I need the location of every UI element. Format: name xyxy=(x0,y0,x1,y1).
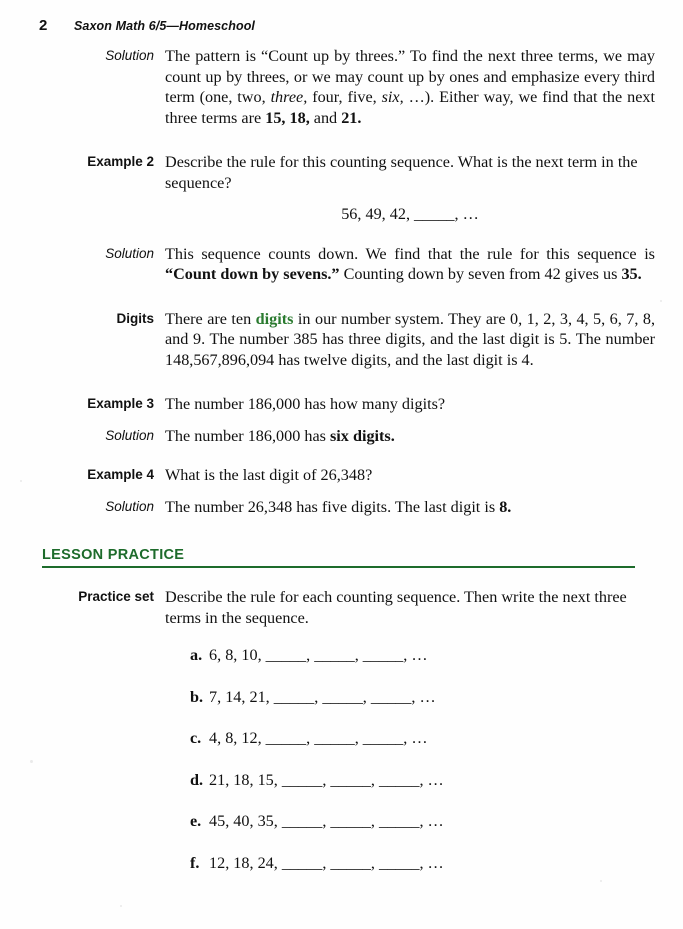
digits-text xyxy=(165,309,655,371)
example-sequence-2: 56, 49, 42, _____, … xyxy=(341,205,479,223)
practice-item-letter: f. xyxy=(190,853,200,872)
practice-item-letter: c. xyxy=(190,729,202,748)
practice-item-sequence: 4, 8, 12, _____, _____, _____, … xyxy=(209,729,428,748)
solution-text-2 xyxy=(165,244,655,285)
lesson-practice-section xyxy=(0,547,683,568)
page-content xyxy=(0,46,683,894)
solution-text-3 xyxy=(165,426,655,447)
solution-text-1-part1: The pattern is “Count up by threes.” To find the next three terms, we may count up by threes, or we may count up by ones and emphasize every third term (one, two, xyxy=(165,47,655,106)
solution-text-1-part4: and xyxy=(309,108,342,127)
running-head xyxy=(0,17,683,39)
solution-text-1 xyxy=(165,46,655,128)
solution-label-2: Solution xyxy=(105,245,154,261)
solution-text-1-part2: four, five, xyxy=(307,88,382,106)
practice-item-letter: d. xyxy=(190,770,204,789)
solution-text-2-bold2: 35. xyxy=(621,265,642,283)
example-text-3: The number 186,000 has how many digits? xyxy=(165,395,446,413)
example-block-2 xyxy=(0,152,683,225)
book-title: Saxon Math 6/5—Homeschool xyxy=(74,19,256,33)
spacer xyxy=(0,486,683,497)
practice-set-block xyxy=(0,587,683,628)
solution-text-1-bold1: 15, 18, xyxy=(265,108,310,127)
solution-block-2 xyxy=(0,244,683,285)
practice-item xyxy=(190,853,683,874)
practice-item-sequence: 21, 18, 15, _____, _____, _____, … xyxy=(209,770,444,789)
practice-item xyxy=(190,811,683,832)
practice-set-instructions: Describe the rule for each counting sequence. Then write the next three terms in the sequence. xyxy=(165,588,627,627)
vocabulary-term-digits: digits xyxy=(255,309,294,328)
practice-item-sequence: 12, 18, 24, _____, _____, _____, … xyxy=(209,853,444,872)
digits-text-part1: There are ten xyxy=(165,309,256,328)
digits-label: Digits xyxy=(116,310,154,326)
solution-text-1-italic2: six, xyxy=(381,88,404,106)
spacer xyxy=(0,568,683,587)
practice-item-letter: e. xyxy=(190,812,202,831)
example-label-4: Example 4 xyxy=(87,467,154,482)
solution-text-4 xyxy=(165,497,655,518)
scan-speck xyxy=(30,760,33,763)
practice-item xyxy=(190,645,683,666)
solution-text-1-italic1: three, xyxy=(270,88,308,106)
example-label-2: Example 2 xyxy=(87,154,154,169)
scan-speck xyxy=(600,880,602,882)
example-text-2 xyxy=(165,152,655,225)
scan-speck xyxy=(120,905,122,907)
practice-set-label: Practice set xyxy=(78,589,154,605)
solution-text-3-bold1: six digits. xyxy=(330,426,395,445)
page-number: 2 xyxy=(39,17,48,34)
scan-speck xyxy=(660,300,662,302)
practice-item-list xyxy=(0,645,683,873)
example-label-3: Example 3 xyxy=(87,396,154,411)
solution-text-1-bold2: 21. xyxy=(341,108,362,127)
practice-item xyxy=(190,728,683,749)
spacer xyxy=(0,285,683,309)
solution-text-4-part1: The number 26,348 has five digits. The last digit is xyxy=(165,497,500,516)
solution-text-3-part1: The number 186,000 has xyxy=(165,426,330,445)
digits-block xyxy=(0,309,683,371)
solution-text-1-part3: …). Either way, we find that the next three terms are xyxy=(165,88,655,127)
solution-label-4: Solution xyxy=(105,498,154,514)
solution-text-2-bold1: “Count down by sevens.” xyxy=(165,265,340,283)
spacer xyxy=(0,370,683,394)
practice-item xyxy=(190,770,683,791)
solution-block-4 xyxy=(0,497,683,518)
example-text-4: What is the last digit of 26,348? xyxy=(165,466,373,484)
solution-label-1: Solution xyxy=(105,48,154,63)
solution-block-3 xyxy=(0,426,683,447)
lesson-practice-title: LESSON PRACTICE xyxy=(42,547,185,563)
example-block-4 xyxy=(0,465,683,486)
solution-text-2-part2: Counting down by seven from 42 gives us xyxy=(339,265,622,283)
practice-item-sequence: 6, 8, 10, _____, _____, _____, … xyxy=(209,646,428,665)
spacer xyxy=(0,446,683,465)
practice-item-sequence: 45, 40, 35, _____, _____, _____, … xyxy=(209,812,444,831)
solution-text-4-bold1: 8. xyxy=(499,497,512,516)
solution-label-3: Solution xyxy=(105,427,154,443)
example-text-2-body: Describe the rule for this counting sequence. What is the next term in the sequence? xyxy=(165,153,638,192)
scan-speck xyxy=(20,480,22,482)
practice-item xyxy=(190,687,683,708)
lesson-practice-rule xyxy=(42,566,635,568)
solution-block-1 xyxy=(0,46,683,128)
example-block-3 xyxy=(0,394,683,415)
digits-text-part2: in our number system. They are 0, 1, 2, 3, 4, 5, 6, 7, 8, and 9. The number 385 has three digits, and the last digit is 5. The number 148,567,896,094 has twelve digits, and the last digit is 4. xyxy=(165,309,656,369)
spacer xyxy=(0,415,683,426)
spacer xyxy=(0,128,683,152)
practice-item-letter: a. xyxy=(190,646,203,665)
practice-item-letter: b. xyxy=(190,687,204,706)
spacer xyxy=(0,225,683,244)
solution-text-2-part1: This sequence counts down. We find that the rule for this sequence is xyxy=(165,244,655,263)
practice-item-sequence: 7, 14, 21, _____, _____, _____, … xyxy=(209,687,436,706)
